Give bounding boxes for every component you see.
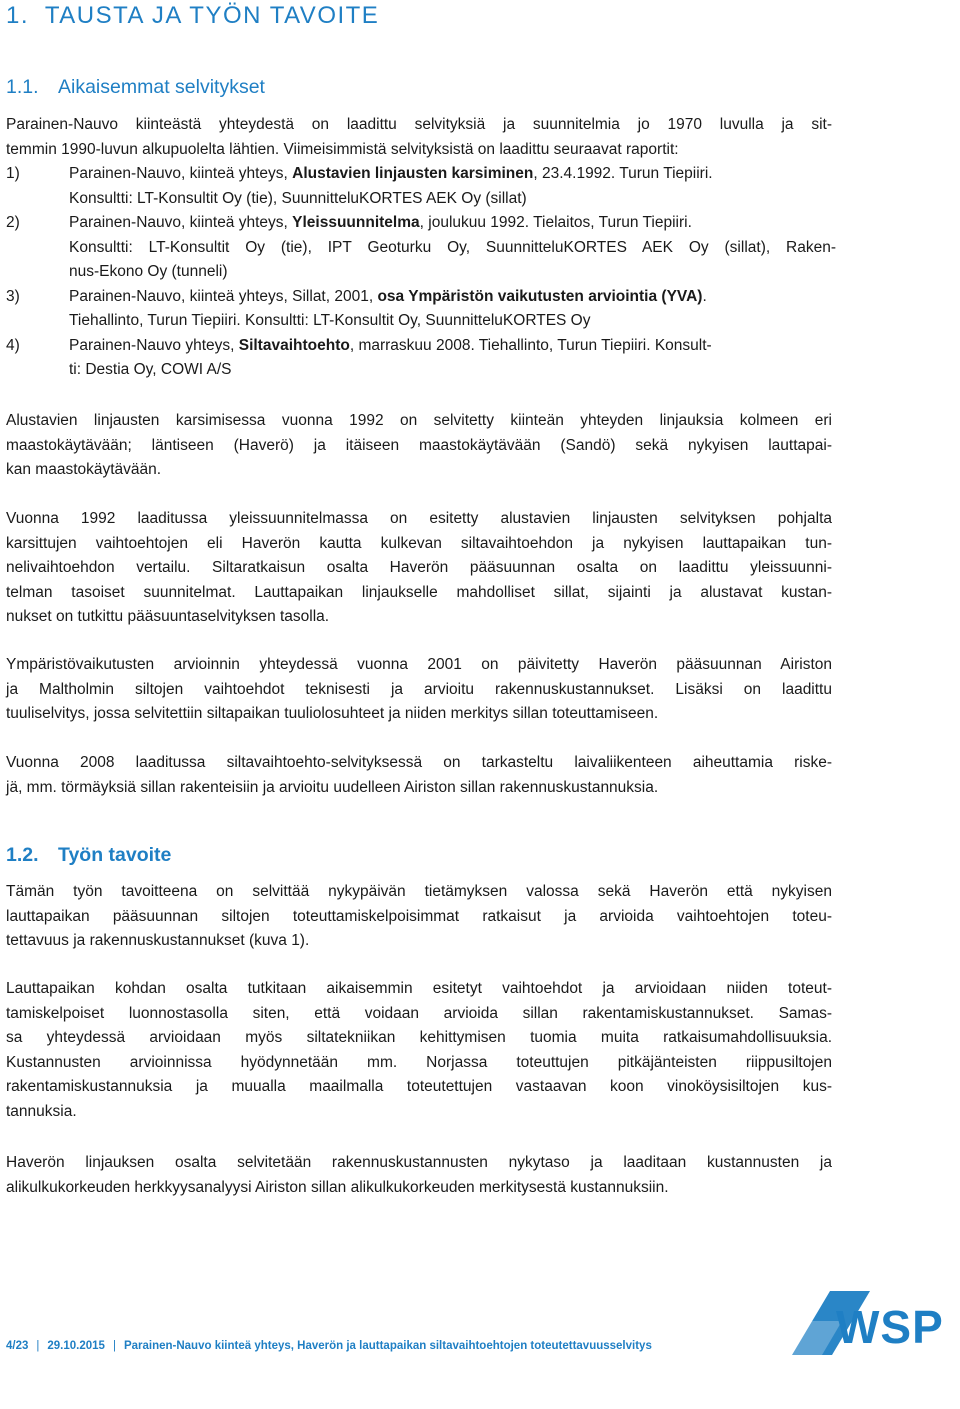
chapter-heading xyxy=(6,0,379,32)
text-line: rakentamiskustannuksia ja muualla maailmalla toteutettujen vastaavan koon vinoköysisiltojen kus- xyxy=(6,1078,832,1095)
report-item xyxy=(6,334,836,383)
chapter-title: TAUSTA JA TYÖN TAVOITE xyxy=(44,2,380,29)
report-line: Tiehallinto, Turun Tiepiiri. Konsultti: LT-Konsultit Oy, SuunnitteluKORTES Oy xyxy=(69,312,591,329)
text-line: tannuksia. xyxy=(6,1102,77,1120)
footer-separator: | xyxy=(36,1340,40,1352)
text-line: sa yhteydessä arvioidaan myös siltatekniikan kehittymisen tuomia muita ratkaisumahdollisuuksia. xyxy=(6,1029,832,1046)
text-line: Ympäristövaikutusten arvioinnin yhteydessä vuonna 2001 on päivitetty Haverön pääsuunnan Airiston xyxy=(6,656,832,673)
text-line: Kustannusten arvioinnissa hyödynnetään mm. Norjassa toteuttujen pitkäjänteisten riippusiltojen xyxy=(6,1053,832,1071)
body-paragraph xyxy=(6,507,832,630)
text-line: tuuliselvitys, jossa selvitettiin siltapaikan tuuliolosuhteet ja niiden merkitys sillan toteuttamiseen. xyxy=(6,705,659,722)
text-line: alikulkukorkeuden herkkyysanalyysi Airiston sillan alikulkukorkeuden merkitysestä kustannuksiin. xyxy=(6,1178,669,1196)
footer-page-number: 4/23 xyxy=(6,1340,29,1352)
text-line: Tämän työn tavoitteena on selvittää nykypäivän tietämyksen valossa sekä Haverön että nykyisen xyxy=(6,883,832,900)
report-item xyxy=(6,211,836,285)
report-line: Parainen-Nauvo, kiinteä yhteys, Yleissuunnitelma, joulukuu 1992. Tielaitos, Turun Tiepiiri. xyxy=(69,214,692,231)
text-line: Vuonna 1992 laaditussa yleissuunnitelmassa on esitetty alustavien linjausten selvityksen pohjalta xyxy=(6,510,832,527)
report-line: Parainen-Nauvo, kiinteä yhteys, Sillat, 2001, osa Ympäristön vaikutusten arviointia (YVA). xyxy=(69,287,707,305)
text-line: tamiskelpoiset luonnostasolla siten, että voidaan arvioida sillan rakentamiskustannukset. Samas- xyxy=(6,1004,832,1022)
text-line: nelivaihtoehdon vertailu. Siltaratkaisun osalta Haverön pääsuunnan osalta on laadittu yleissuunni- xyxy=(6,559,832,576)
intro-paragraph xyxy=(6,113,832,162)
report-line: ti: Destia Oy, COWI A/S xyxy=(69,361,232,378)
report-line: Parainen-Nauvo yhteys, Siltavaihtoehto, marraskuu 2008. Tiehallinto, Turun Tiepiiri. Konsult- xyxy=(69,336,712,354)
text-line: Lauttapaikan kohdan osalta tutkitaan aikaisemmin esitetyt vaihtoehdot ja arvioidaan niiden toteut- xyxy=(6,980,832,997)
footer-date: 29.10.2015 xyxy=(47,1340,105,1352)
logo-text: WSP xyxy=(836,1301,944,1353)
report-line: Parainen-Nauvo, kiinteä yhteys, Alustavien linjausten karsiminen, 23.4.1992. Turun Tiepiiri. xyxy=(69,165,713,182)
footer-document-title: Parainen-Nauvo kiinteä yhteys, Haverön ja lauttapaikan siltavaihtoehtojen toteutettavuusselvitys xyxy=(123,1340,652,1352)
report-item xyxy=(6,285,836,334)
section-heading-1-1 xyxy=(6,74,265,100)
body-paragraph xyxy=(6,977,832,1124)
text-line: lauttapaikan pääsuunnan siltojen toteuttamiskelpoisimmat ratkaisut ja arvioida vaihtoehtojen toteu- xyxy=(6,907,832,925)
report-title: osa Ympäristön vaikutusten arviointia (YVA) xyxy=(377,287,703,305)
body-paragraph xyxy=(6,409,832,483)
text-line: tettavuus ja rakennuskustannukset (kuva 1). xyxy=(6,932,310,949)
section-heading-1-2 xyxy=(6,842,171,868)
section-title: Työn tavoite xyxy=(58,844,172,866)
list-marker: 3) xyxy=(6,287,20,305)
report-line: nus-Ekono Oy (tunneli) xyxy=(69,263,228,280)
list-marker: 4) xyxy=(6,336,20,354)
body-paragraph xyxy=(6,751,832,800)
text-line: nukset on tutkittu pääsuuntaselvityksen tasolla. xyxy=(6,608,330,625)
list-marker: 1) xyxy=(6,165,20,182)
body-paragraph xyxy=(6,1151,832,1200)
text-line: Alustavien linjausten karsimisessa vuonna 1992 on selvitetty kiinteän yhteyden linjauksia kolmeen eri xyxy=(6,412,832,429)
text-line: telman tasoiset suunnitelmat. Lauttapaikan linjaukselle mahdolliset sillat, sijainti ja alustavat kustan- xyxy=(6,583,832,601)
chapter-number: 1. xyxy=(6,2,30,29)
report-line: Konsultti: LT-Konsultit Oy (tie), IPT Geoturku Oy, SuunnitteluKORTES AEK Oy (sillat), Raken- xyxy=(69,238,836,256)
report-item xyxy=(6,162,836,211)
text-line: maastokäytävään; läntiseen (Haverö) ja itäiseen maastokäytävään (Sandö) sekä nykyisen lauttapai- xyxy=(6,436,832,454)
report-line: Konsultti: LT-Konsultit Oy (tie), SuunnitteluKORTES AEK Oy (sillat) xyxy=(69,189,527,207)
report-list xyxy=(6,162,836,383)
section-number: 1.1. xyxy=(6,76,39,98)
text-line: karsittujen vaihtoehtojen eli Haverön kautta kulkevan siltavaihtoehdon ja nykyisen lauttapaikan tun- xyxy=(6,534,832,552)
text-line: Haverön linjauksen osalta selvitetään rakennuskustannusten nykytaso ja laaditaan kustannusten ja xyxy=(6,1154,832,1171)
wsp-logo xyxy=(792,1291,960,1357)
list-marker: 2) xyxy=(6,214,20,231)
footer-separator: | xyxy=(112,1340,116,1352)
text-line: Vuonna 2008 laaditussa siltavaihtoehto-selvityksessä on tarkasteltu laivaliikenteen aiheuttamia riske- xyxy=(6,754,832,771)
page-footer xyxy=(6,1339,652,1353)
text-line: Parainen-Nauvo kiinteästä yhteydestä on laadittu selvityksiä ja suunnitelmia jo 1970 luvulla ja sit- xyxy=(6,116,832,133)
text-line: jä, mm. törmäyksiä sillan rakenteisiin ja arvioitu uudelleen Airiston sillan rakennuskustannuksia. xyxy=(6,778,659,796)
body-paragraph xyxy=(6,880,832,954)
report-title: Yleissuunnitelma xyxy=(292,214,420,231)
report-title: Siltavaihtoehto xyxy=(238,336,350,354)
text-line: temmin 1990-luvun alkupuolelta lähtien. Viimeisimmistä selvityksistä on laadittu seuraavat raportit: xyxy=(6,140,679,158)
report-title: Alustavien linjausten karsiminen xyxy=(292,165,534,182)
section-number: 1.2. xyxy=(6,844,39,866)
text-line: kan maastokäytävään. xyxy=(6,461,162,478)
text-line: ja Maltholmin siltojen vaihtoehdot teknisesti ja arvioitu rakennuskustannukset. Lisäksi on laadittu xyxy=(6,680,832,698)
section-title: Aikaisemmat selvitykset xyxy=(58,76,265,98)
body-paragraph xyxy=(6,653,832,727)
